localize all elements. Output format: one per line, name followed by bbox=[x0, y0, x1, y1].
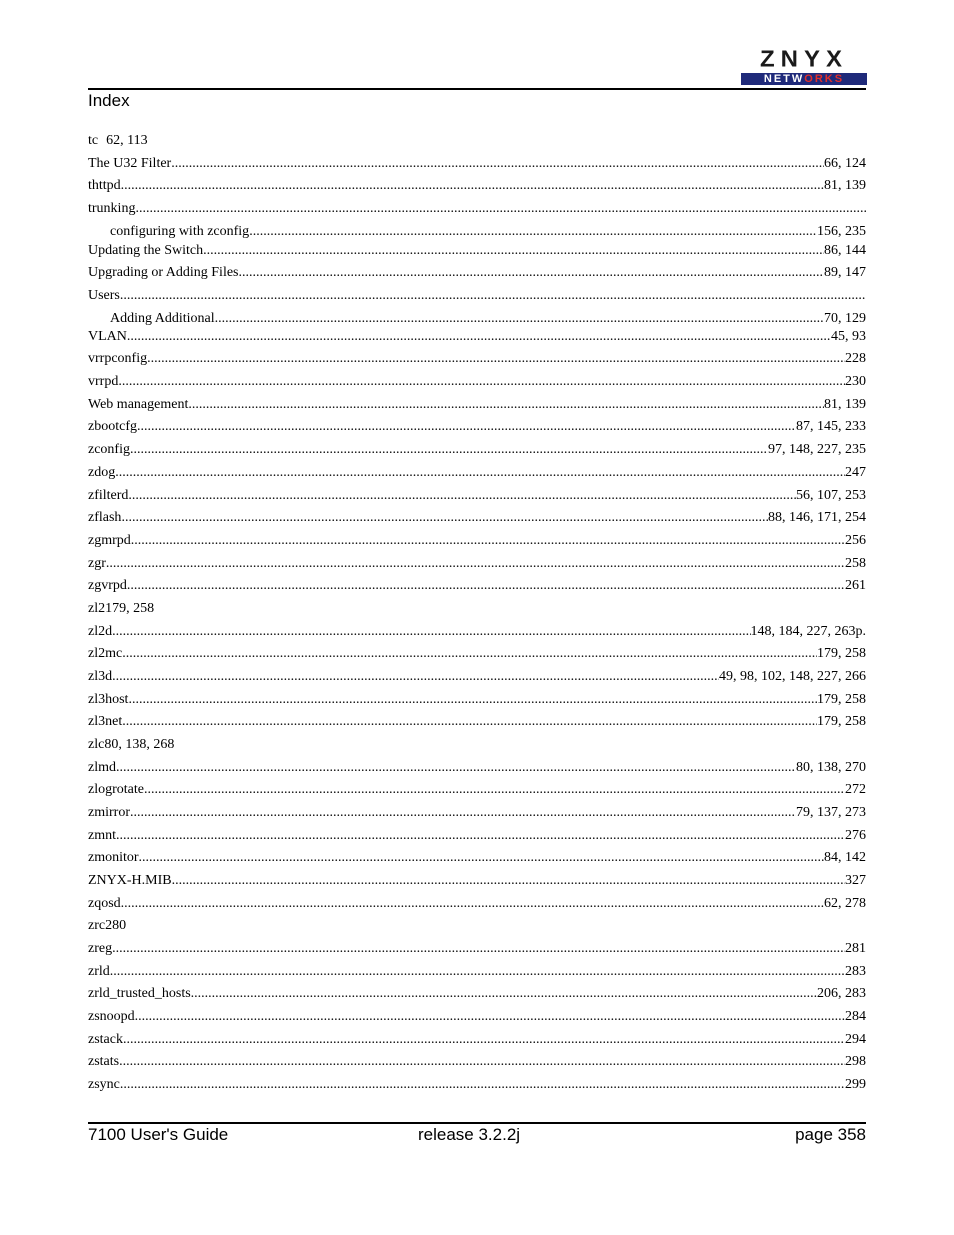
index-pages: 56, 107, 253 bbox=[796, 488, 866, 503]
index-pages: 179, 258 bbox=[817, 646, 866, 661]
index-term: zlc80, 138, 268 bbox=[88, 737, 175, 752]
dot-leader bbox=[121, 895, 824, 913]
dot-leader bbox=[115, 464, 845, 482]
dot-leader bbox=[191, 985, 817, 1003]
index-entry bbox=[88, 350, 866, 368]
index-entry bbox=[88, 555, 866, 573]
index-term: zlmd bbox=[88, 760, 116, 775]
index-entry bbox=[88, 849, 866, 867]
dot-leader bbox=[121, 509, 768, 527]
index-term: ZNYX-H.MIB bbox=[88, 873, 172, 888]
dot-leader bbox=[127, 577, 845, 595]
footer-page-number: page 358 bbox=[795, 1125, 866, 1144]
index-term: zl3d bbox=[88, 669, 113, 684]
dot-leader bbox=[249, 223, 817, 241]
index-pages: 89, 147 bbox=[824, 265, 866, 280]
index-term: zgvrpd bbox=[88, 578, 127, 593]
dot-leader bbox=[171, 155, 824, 173]
index-pages: 45, 93 bbox=[831, 329, 866, 344]
index-pages: 62, 113 bbox=[106, 133, 148, 148]
index-entry bbox=[88, 940, 866, 958]
index-entry bbox=[88, 441, 866, 459]
index-term: zconfig bbox=[88, 442, 130, 457]
dot-leader bbox=[215, 310, 824, 328]
index-pages: 80, 138, 270 bbox=[796, 760, 866, 775]
index-term: zrc280 bbox=[88, 918, 127, 933]
index-term: Upgrading or Adding Files bbox=[88, 265, 239, 280]
index-pages: 298 bbox=[845, 1054, 866, 1069]
dot-leader bbox=[135, 1008, 845, 1026]
index-term: The U32 Filter bbox=[88, 156, 172, 171]
logo-wordmark: ZNYX bbox=[759, 46, 848, 73]
index-entry bbox=[88, 804, 866, 822]
index-term: zstack bbox=[88, 1032, 123, 1047]
index-entry bbox=[88, 713, 866, 731]
index-entry bbox=[88, 600, 866, 618]
index-pages: 79, 137, 273 bbox=[796, 805, 866, 820]
logo-subtitle-part2: ORKS bbox=[804, 73, 845, 85]
index-term: Web management bbox=[88, 397, 189, 412]
dot-leader bbox=[239, 264, 825, 282]
index-term: zl3host bbox=[88, 692, 129, 707]
index-term: tc bbox=[88, 133, 99, 148]
index-pages: 281 bbox=[845, 941, 866, 956]
index-pages: 86, 144 bbox=[824, 243, 866, 258]
index-term: zmonitor bbox=[88, 850, 139, 865]
index-term: zgr bbox=[88, 556, 106, 571]
index-pages: 156, 235 bbox=[817, 224, 866, 239]
dot-leader bbox=[130, 441, 768, 459]
index-entry bbox=[88, 487, 866, 505]
dot-leader bbox=[121, 177, 824, 195]
dot-leader bbox=[106, 555, 845, 573]
index-entry bbox=[88, 623, 866, 641]
dot-leader bbox=[131, 532, 845, 550]
index-pages: 230 bbox=[845, 374, 866, 389]
index-entry bbox=[88, 917, 866, 935]
index-pages: 66, 124 bbox=[824, 156, 866, 171]
index-entry bbox=[88, 242, 866, 260]
index-pages: 261 bbox=[845, 578, 866, 593]
footer-release: release 3.2.2j bbox=[418, 1125, 521, 1144]
dot-leader bbox=[112, 623, 750, 641]
index-pages: 179, 258 bbox=[817, 692, 866, 707]
dot-leader bbox=[147, 350, 845, 368]
header-rule bbox=[88, 88, 866, 90]
index-entry bbox=[88, 328, 866, 346]
index-term: trunking bbox=[88, 201, 136, 216]
footer-rule bbox=[88, 1122, 866, 1124]
index-pages: 256 bbox=[845, 533, 866, 548]
index-entry bbox=[88, 1008, 866, 1026]
index-pages: 228 bbox=[845, 351, 866, 366]
index-pages: 97, 148, 227, 235 bbox=[768, 442, 866, 457]
index-pages: 294 bbox=[845, 1032, 866, 1047]
index-term: zl2179, 258 bbox=[88, 601, 155, 616]
index-pages: 284 bbox=[845, 1009, 866, 1024]
index-entry bbox=[88, 645, 866, 663]
dot-leader bbox=[120, 287, 866, 305]
index-entry bbox=[88, 963, 866, 981]
index-term: vrrpd bbox=[88, 374, 119, 389]
dot-leader bbox=[118, 373, 845, 391]
dot-leader bbox=[139, 849, 824, 867]
index-pages: 70, 129 bbox=[824, 311, 866, 326]
index-pages: 81, 139 bbox=[824, 178, 866, 193]
index-entry bbox=[88, 200, 866, 218]
index-entry bbox=[88, 132, 866, 150]
index-pages: 87, 145, 233 bbox=[796, 419, 866, 434]
znyx-networks-logo bbox=[741, 48, 867, 86]
index-term: zrld bbox=[88, 964, 110, 979]
index-entry bbox=[88, 509, 866, 527]
index-entry bbox=[88, 691, 866, 709]
index-term: thttpd bbox=[88, 178, 121, 193]
dot-leader bbox=[116, 759, 796, 777]
index-entry bbox=[88, 827, 866, 845]
index-term: zsync bbox=[88, 1077, 120, 1092]
index-term: zdog bbox=[88, 465, 116, 480]
dot-leader bbox=[123, 1031, 845, 1049]
index-term: zl2mc bbox=[88, 646, 123, 661]
dot-leader bbox=[110, 963, 845, 981]
index-term: configuring with zconfig bbox=[110, 224, 250, 239]
index-entry bbox=[88, 759, 866, 777]
index-entry bbox=[88, 872, 866, 890]
index-entry bbox=[88, 1053, 866, 1071]
logo-subtitle-part1: NETW bbox=[763, 73, 805, 85]
dot-leader bbox=[122, 645, 817, 663]
index-entry bbox=[88, 1076, 866, 1094]
index-entry bbox=[88, 1031, 866, 1049]
index-entry bbox=[88, 264, 866, 282]
index-term: zgmrpd bbox=[88, 533, 131, 548]
index-term: VLAN bbox=[88, 329, 127, 344]
dot-leader bbox=[120, 1076, 845, 1094]
dot-leader bbox=[122, 713, 817, 731]
dot-leader bbox=[130, 804, 796, 822]
index-term: zrld_trusted_hosts bbox=[88, 986, 191, 1001]
index-entry bbox=[88, 223, 866, 241]
index-pages: 179, 258 bbox=[817, 714, 866, 729]
index-term: zreg bbox=[88, 941, 113, 956]
index-term: zmnt bbox=[88, 828, 116, 843]
dot-leader bbox=[144, 781, 845, 799]
index-entry bbox=[88, 736, 866, 754]
index-pages: 148, 184, 227, 263p. bbox=[750, 624, 866, 639]
index-entry bbox=[88, 396, 866, 414]
page-section-title: Index bbox=[88, 91, 130, 110]
index-pages: 49, 98, 102, 148, 227, 266 bbox=[719, 669, 866, 684]
index-term: zl2d bbox=[88, 624, 113, 639]
index-entry bbox=[88, 464, 866, 482]
index-term: zlogrotate bbox=[88, 782, 144, 797]
index-term: vrrpconfig bbox=[88, 351, 148, 366]
dot-leader bbox=[112, 668, 719, 686]
index-pages: 84, 142 bbox=[824, 850, 866, 865]
index-term: Adding Additional bbox=[110, 311, 215, 326]
index-term: zfilterd bbox=[88, 488, 129, 503]
index-entry bbox=[88, 668, 866, 686]
dot-leader bbox=[188, 396, 824, 414]
index-pages: 272 bbox=[845, 782, 866, 797]
index-term: Users bbox=[88, 288, 120, 303]
dot-leader bbox=[127, 328, 831, 346]
dot-leader bbox=[203, 242, 824, 260]
logo-subtitle-bar bbox=[741, 73, 867, 85]
index-entry bbox=[88, 155, 866, 173]
index-entry bbox=[88, 985, 866, 1003]
index-term: Updating the Switch bbox=[88, 243, 204, 258]
index-pages: 258 bbox=[845, 556, 866, 571]
index-pages: 283 bbox=[845, 964, 866, 979]
index-term: zl3net bbox=[88, 714, 123, 729]
index-pages: 276 bbox=[845, 828, 866, 843]
dot-leader bbox=[137, 418, 796, 436]
index-term: zbootcfg bbox=[88, 419, 137, 434]
index-term: zsnoopd bbox=[88, 1009, 135, 1024]
index-term: zmirror bbox=[88, 805, 130, 820]
index-pages: 327 bbox=[845, 873, 866, 888]
index-pages: 206, 283 bbox=[817, 986, 866, 1001]
index-entry bbox=[88, 177, 866, 195]
index-term: zflash bbox=[88, 510, 122, 525]
index-entry bbox=[88, 781, 866, 799]
index-entry bbox=[88, 310, 866, 328]
index-entry bbox=[88, 895, 866, 913]
index-entry bbox=[88, 418, 866, 436]
index-entry bbox=[88, 532, 866, 550]
index-pages: 62, 278 bbox=[824, 896, 866, 911]
dot-leader bbox=[128, 487, 796, 505]
index-pages: 247 bbox=[845, 465, 866, 480]
index-entry bbox=[88, 373, 866, 391]
dot-leader bbox=[135, 200, 866, 218]
index-pages: 299 bbox=[845, 1077, 866, 1092]
index-term: zstats bbox=[88, 1054, 120, 1069]
index-entry bbox=[88, 287, 866, 305]
index-entry bbox=[88, 577, 866, 595]
index-term: zqosd bbox=[88, 896, 121, 911]
dot-leader bbox=[112, 940, 845, 958]
dot-leader bbox=[119, 1053, 845, 1071]
footer-guide-title: 7100 User's Guide bbox=[88, 1125, 229, 1144]
index-pages: 88, 146, 171, 254 bbox=[768, 510, 866, 525]
index-pages: 81, 139 bbox=[824, 397, 866, 412]
dot-leader bbox=[172, 872, 845, 890]
dot-leader bbox=[128, 691, 817, 709]
dot-leader bbox=[116, 827, 845, 845]
